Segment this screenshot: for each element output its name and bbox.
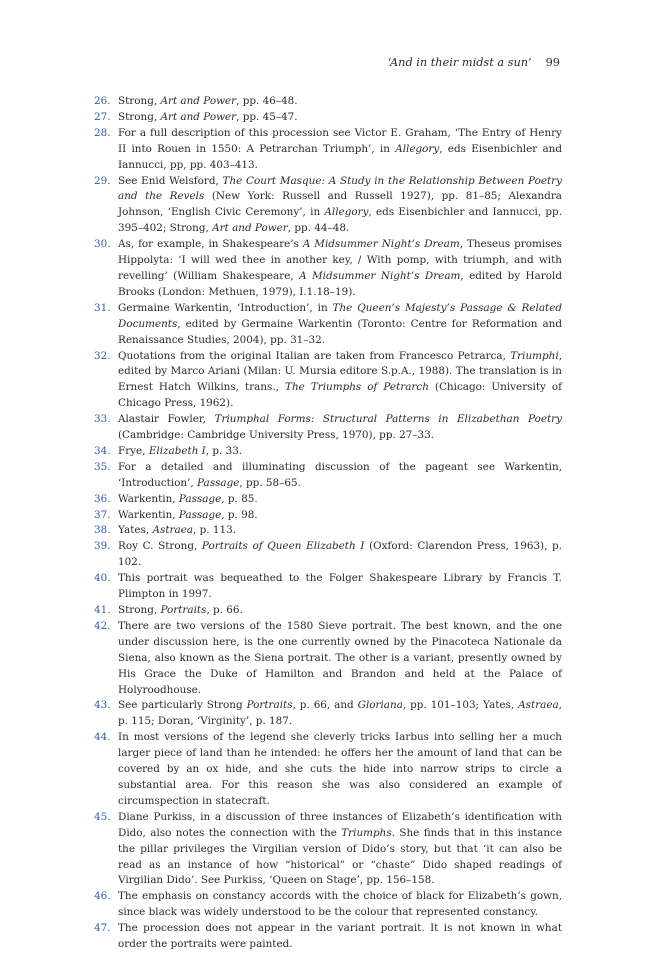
endnote-text-segment: The procession does not appear in the variant portrait. It is not known in what order the portraits were painted. — [118, 922, 562, 951]
running-head — [388, 56, 560, 69]
endnote-text-segment: , pp. 101–103; Yates, — [402, 699, 519, 712]
endnote-number-link[interactable]: 33. — [94, 413, 111, 426]
endnote — [94, 619, 562, 699]
endnote — [94, 508, 562, 524]
endnote-number-link[interactable]: 26. — [94, 95, 111, 107]
endnote-italic-title: The Triumphs of Petrarch — [285, 381, 429, 394]
endnote-text — [118, 921, 562, 953]
endnote — [94, 571, 562, 603]
endnote-italic-title: Astraea — [152, 524, 194, 537]
endnote-text-segment: (Oxford: Clarendon Press, 1963), p. 102. — [118, 540, 563, 569]
endnote-text — [118, 698, 562, 730]
endnote-italic-title: Gloriana — [357, 699, 403, 712]
endnote-text — [118, 730, 562, 810]
endnote-text-segment: Roy C. Strong, — [118, 540, 202, 553]
endnote-italic-title: Portraits of Queen Elizabeth I — [201, 540, 365, 553]
endnote-italic-title: The Queen’s Majesty’s Passage & Related Documents — [118, 301, 562, 330]
endnote-number-link[interactable]: 47. — [94, 922, 111, 935]
endnote-text-segment: Strong, — [118, 604, 161, 616]
endnote-text-segment: , edited by Marco Ariani (Milan: U. Mursia editore S.p.A., 1988). The translation is in Ernest Hatch Wilkins, trans., — [118, 349, 562, 394]
endnote-text-segment: , pp. 58–65. — [239, 476, 301, 489]
endnote-number-link[interactable]: 42. — [94, 619, 111, 632]
endnote-italic-title: Passage — [178, 508, 222, 521]
endnote-italic-title: Allegory — [324, 206, 369, 219]
endnote-text-segment: In most versions of the legend she cleverly tricks Iarbus into selling her a much larger piece of land than he intended: he offers her the amount of land that can be covered by an ox hide, and she cuts the hide into narrow strips to circle a substantial area. For this reason she was also considered an example of circumspection in statecraft. — [118, 731, 562, 807]
endnote — [94, 921, 562, 953]
endnote-text — [118, 460, 562, 492]
endnote-text-segment: (Cambridge: Cambridge University Press, 1970), pp. 27–33. — [118, 429, 435, 442]
endnote-number-link[interactable]: 40. — [94, 572, 111, 585]
endnote — [94, 810, 562, 890]
endnote-number-link[interactable]: 28. — [94, 126, 111, 139]
endnote-text-segment: . She finds that in this instance the pillar privileges the Virgilian version of Dido’s story, but that ‘it can also be read as an instance of how “historical” or “chaste” Dido shaped readings of Virgilian Dido’. See Purkiss, ‘Queen on Stage’, pp. 156–158. — [118, 826, 562, 887]
endnote-text-segment: , p. 33. — [205, 444, 243, 457]
endnote-italic-title: Allegory — [395, 142, 440, 155]
endnote-text-segment: Strong, — [118, 95, 161, 107]
endnote-italic-title: Portraits — [246, 699, 293, 712]
endnote-text-segment: Frye, — [118, 444, 149, 457]
endnote-italic-title: Triumphi — [510, 349, 559, 362]
endnote-text-segment: , edited by Harold Brooks (London: Methuen, 1979), I.1.18–19). — [118, 269, 562, 298]
endnote-text-segment: Alastair Fowler, — [118, 413, 215, 426]
endnote — [94, 444, 562, 460]
endnote-text-segment: See Enid Welsford, — [118, 174, 223, 187]
endnote-text-segment: There are two versions of the 1580 Sieve portrait. The best known, and the one under discussion here, is the one currently owned by the Pinacoteca Nationale da Siena, also known as the Siena portrait. The other is a variant, presently owned by His Grace the Duke of Hamilton and Brandon and held at the Palace of Holyroodhouse. — [118, 619, 562, 696]
endnote-text — [118, 810, 562, 890]
endnote-text-segment: , p. 113. — [193, 524, 237, 537]
endnote-text — [118, 301, 562, 349]
endnote-text-segment: , p. 98. — [221, 508, 258, 521]
endnote-text — [118, 571, 562, 603]
endnote — [94, 460, 562, 492]
endnote-text — [118, 539, 562, 571]
endnote-number-link[interactable]: 41. — [94, 604, 111, 616]
endnote-text — [118, 508, 562, 524]
endnote-italic-title: Art and Power — [212, 222, 288, 235]
endnote-text-segment: , edited by Germaine Warkentin (Toronto: Centre for Reformation and Renaissance Studies, 2004), pp. 31–32. — [118, 317, 562, 346]
endnote — [94, 412, 562, 444]
endnote — [94, 110, 562, 126]
endnote-italic-title: Passage — [197, 476, 240, 489]
endnote-number-link[interactable]: 44. — [94, 731, 111, 744]
endnote-number-link[interactable]: 32. — [94, 349, 111, 362]
endnote-text-segment: (Chicago: University of Chicago Press, 1962). — [118, 381, 562, 410]
endnote-italic-title: Art and Power — [160, 95, 237, 107]
endnote-number-link[interactable]: 30. — [94, 238, 111, 251]
endnote-text-segment: , pp. 45–47. — [236, 110, 298, 123]
endnote-italic-title: The Court Masque: A Study in the Relationship Between Poetry and the Revels — [118, 174, 562, 203]
endnote-text-segment: , eds Eisenbichler and Iannucci, pp. 395–402; Strong, — [118, 206, 562, 235]
endnote-text-segment: , Theseus promises Hippolyta: ‘I will wed thee in another key, / With pomp, with triumph, and with revelling’ (William Shakespeare, — [118, 238, 562, 282]
endnote-text — [118, 619, 562, 699]
endnote — [94, 889, 562, 921]
endnotes-list — [94, 94, 562, 953]
endnote-text — [118, 94, 562, 110]
endnote — [94, 301, 562, 349]
endnote — [94, 730, 562, 810]
endnote-italic-title: A Midsummer Night’s Dream — [302, 238, 460, 251]
endnote — [94, 349, 562, 413]
endnote — [94, 539, 562, 571]
endnote-number-link[interactable]: 31. — [94, 301, 111, 314]
endnote-number-link[interactable]: 45. — [94, 810, 111, 823]
endnote — [94, 492, 562, 508]
endnote-italic-title: A Midsummer Night’s Dream — [299, 269, 461, 282]
endnote — [94, 237, 562, 301]
endnote-text-segment: See particularly Strong — [118, 699, 247, 712]
endnote-italic-title: Triumphal Forms: Structural Patterns in Elizabethan Poetry — [214, 413, 562, 426]
endnote-text-segment: Diane Purkiss, in a discussion of three instances of Elizabeth’s identification with Dido, also notes the connection with the — [118, 810, 562, 839]
endnote-text — [118, 126, 562, 174]
endnote-text-segment: For a full description of this procession see Victor E. Graham, ‘The Entry of Henry II into Rouen in 1550: A Petrarchan Triumph’, in — [118, 126, 562, 155]
endnote-number-link[interactable]: 27. — [94, 110, 111, 123]
endnote-text — [118, 174, 562, 238]
endnote-text — [118, 349, 562, 413]
endnote-italic-title: Elizabeth I — [148, 444, 206, 457]
endnote — [94, 174, 562, 238]
endnote-text-segment: (New York: Russell and Russell 1927), pp. 81–85; Alexandra Johnson, ‘English Civic Ceremony’, in — [118, 190, 562, 219]
endnote-text-segment: Quotations from the original Italian are taken from Francesco Petrarca, — [118, 349, 511, 362]
endnote-text-segment: This portrait was bequeathed to the Folger Shakespeare Library by Francis T. Plimpton in 1997. — [118, 572, 562, 601]
endnote-number-link[interactable]: 39. — [94, 540, 111, 553]
endnote-text-segment: , p. 66, and — [292, 699, 358, 712]
endnote-number-link[interactable]: 35. — [94, 460, 111, 473]
endnote-text — [118, 492, 562, 508]
endnote-text-segment: The emphasis on constancy accords with the choice of black for Elizabeth’s gown, since black was widely understood to be the colour that represented constancy. — [118, 890, 562, 919]
endnote-text-segment: , p. 85. — [221, 492, 258, 505]
endnote-text-segment: As, for example, in Shakespeare’s — [118, 238, 303, 251]
endnote-text-segment: Yates, — [118, 524, 153, 537]
endnote-italic-title: Portraits — [160, 604, 207, 616]
endnote-text-segment: , p. 115; Doran, ‘Virginity’, p. 187. — [118, 699, 562, 728]
endnote-text — [118, 889, 562, 921]
endnote-number-link[interactable]: 38. — [94, 524, 111, 537]
endnote — [94, 94, 562, 110]
endnote-number-link[interactable]: 36. — [94, 492, 111, 505]
endnote-text — [118, 110, 562, 126]
endnote-number-link[interactable]: 46. — [94, 890, 111, 903]
endnote — [94, 698, 562, 730]
endnote-number-link[interactable]: 43. — [94, 699, 111, 712]
endnote-text — [118, 237, 562, 301]
endnote-italic-title: Triumphs — [341, 826, 392, 839]
running-head-title: ‘And in their midst a sun’ — [387, 56, 532, 69]
endnote-text-segment: For a detailed and illuminating discussion of the pageant see Warkentin, ‘Introduction’, — [118, 460, 562, 489]
endnote-text-segment: , p. 66. — [206, 604, 243, 616]
endnote-text — [118, 444, 562, 460]
endnote-italic-title: Astraea — [518, 699, 559, 712]
endnote — [94, 603, 562, 619]
endnote-text-segment: , eds Eisenbichler and Iannucci, pp, pp. 403–413. — [118, 142, 562, 171]
page-number: 99 — [545, 56, 560, 69]
endnote-text-segment: , pp. 46–48. — [236, 95, 298, 107]
endnote-number-link[interactable]: 37. — [94, 508, 111, 521]
endnote — [94, 523, 562, 539]
endnote-number-link[interactable]: 34. — [94, 444, 111, 457]
endnote-text-segment: Strong, — [118, 110, 161, 123]
endnote-text-segment: Warkentin, — [118, 492, 179, 505]
endnote-text — [118, 603, 562, 619]
endnote-text-segment: Germaine Warkentin, ‘Introduction’, in — [118, 301, 333, 314]
endnote-text — [118, 412, 562, 444]
endnote — [94, 126, 562, 174]
endnote-number-link[interactable]: 29. — [94, 174, 111, 187]
endnote-text-segment: , pp. 44–48. — [287, 222, 350, 235]
endnote-text — [118, 523, 562, 539]
endnote-italic-title: Passage — [178, 492, 222, 505]
endnote-text-segment: Warkentin, — [118, 508, 179, 521]
endnote-italic-title: Art and Power — [160, 110, 237, 123]
